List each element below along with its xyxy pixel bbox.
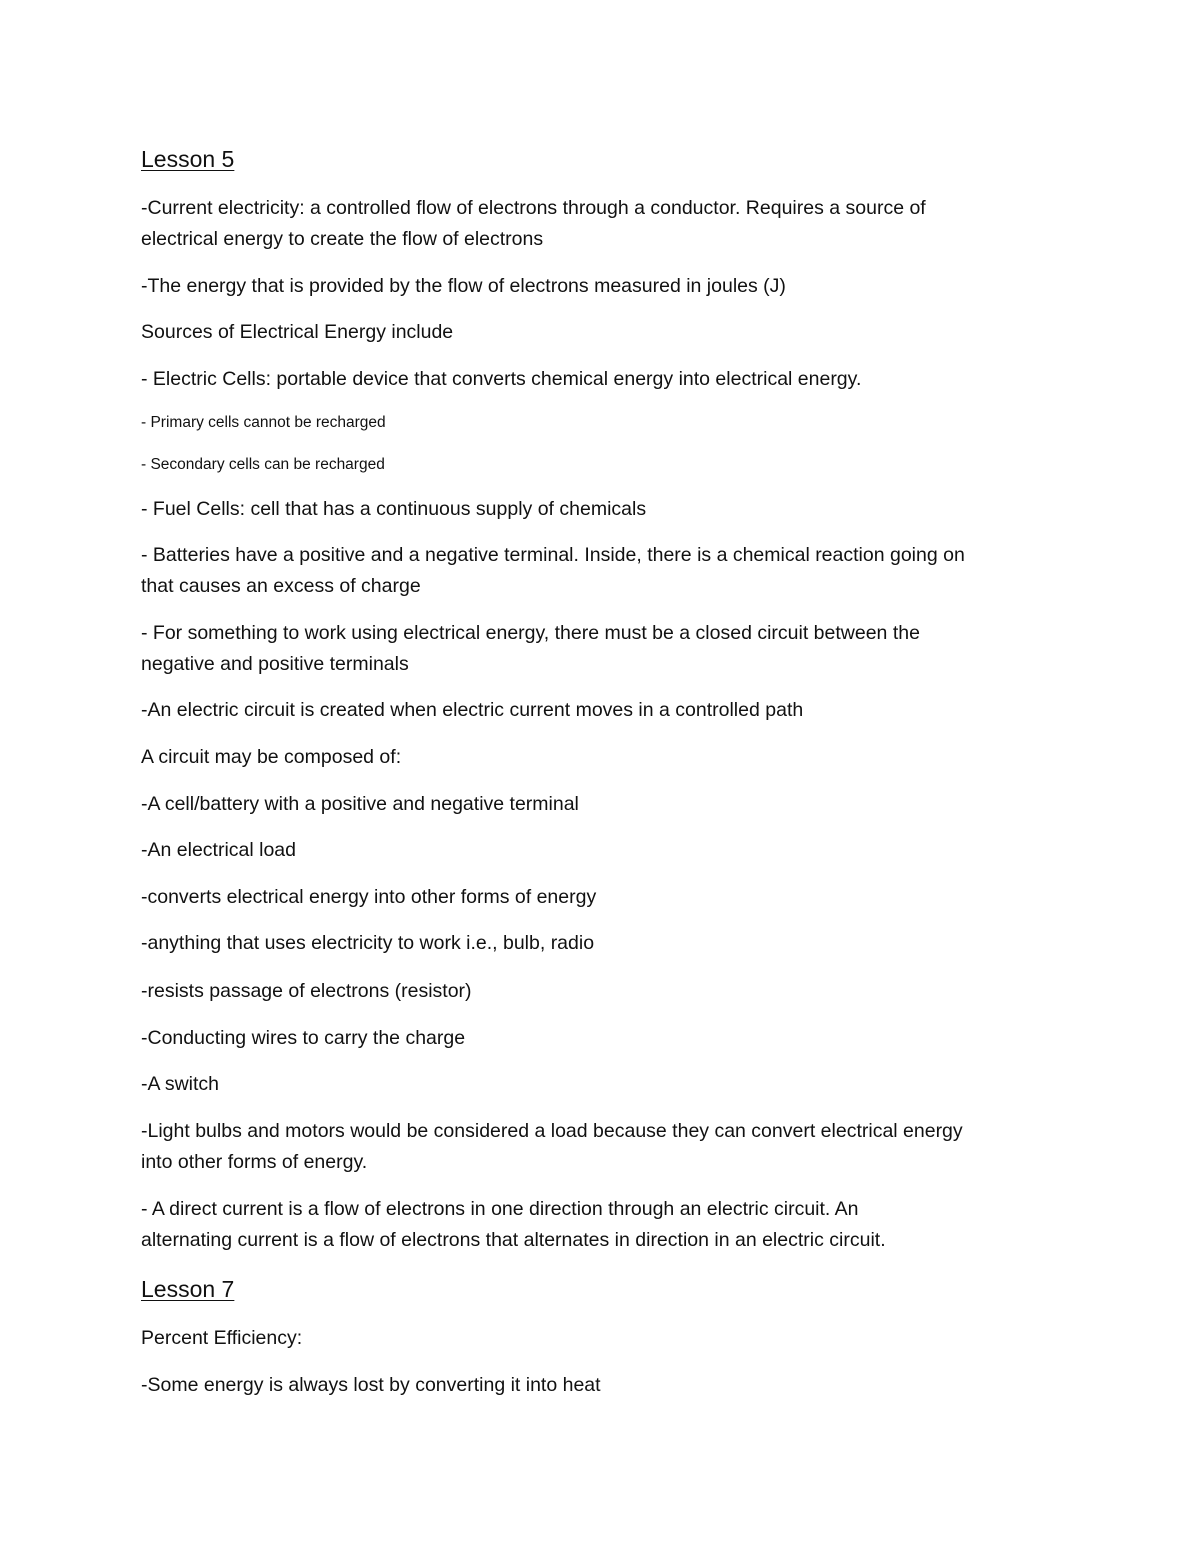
text-line: -An electrical load	[141, 839, 296, 861]
document-page	[141, 0, 1061, 1553]
text-line: - Batteries have a positive and a negative terminal. Inside, there is a chemical reaction going on	[141, 544, 965, 566]
text-line: -Conducting wires to carry the charge	[141, 1027, 466, 1049]
text-line: A circuit may be composed of:	[141, 746, 402, 768]
text-line: -A cell/battery with a positive and negative terminal	[141, 793, 579, 815]
text-line: alternating current is a flow of electrons that alternates in direction in an electric circuit.	[141, 1229, 886, 1251]
text-line-small: - Primary cells cannot be recharged	[141, 414, 386, 431]
text-line: into other forms of energy.	[141, 1151, 368, 1173]
text-line: that causes an excess of charge	[141, 575, 421, 597]
text-line: -A switch	[141, 1073, 220, 1095]
text-line: -An electric circuit is created when electric current moves in a controlled path	[141, 699, 804, 721]
text-line: Percent Efficiency:	[141, 1327, 303, 1349]
text-line: - For something to work using electrical energy, there must be a closed circuit between the	[141, 622, 920, 644]
text-line: Sources of Electrical Energy include	[141, 321, 454, 343]
text-line: - Electric Cells: portable device that converts chemical energy into electrical energy.	[141, 368, 862, 390]
text-line: -The energy that is provided by the flow of electrons measured in joules (J)	[141, 275, 786, 297]
text-line: -Current electricity: a controlled flow of electrons through a conductor. Requires a source of	[141, 197, 926, 219]
text-line: -Some energy is always lost by converting it into heat	[141, 1374, 601, 1396]
text-line-small: - Secondary cells can be recharged	[141, 456, 385, 473]
text-line: negative and positive terminals	[141, 653, 409, 675]
lesson-7-heading: Lesson 7	[141, 1276, 235, 1302]
text-line: - A direct current is a flow of electrons in one direction through an electric circuit. An	[141, 1198, 859, 1220]
text-line: - Fuel Cells: cell that has a continuous supply of chemicals	[141, 498, 647, 520]
text-line: electrical energy to create the flow of electrons	[141, 228, 544, 250]
text-line: -converts electrical energy into other forms of energy	[141, 886, 597, 908]
lesson-5-heading: Lesson 5	[141, 146, 235, 172]
text-line: -resists passage of electrons (resistor)	[141, 980, 472, 1002]
text-line: -Light bulbs and motors would be considered a load because they can convert electrical energy	[141, 1120, 963, 1142]
text-line: -anything that uses electricity to work i.e., bulb, radio	[141, 932, 595, 954]
